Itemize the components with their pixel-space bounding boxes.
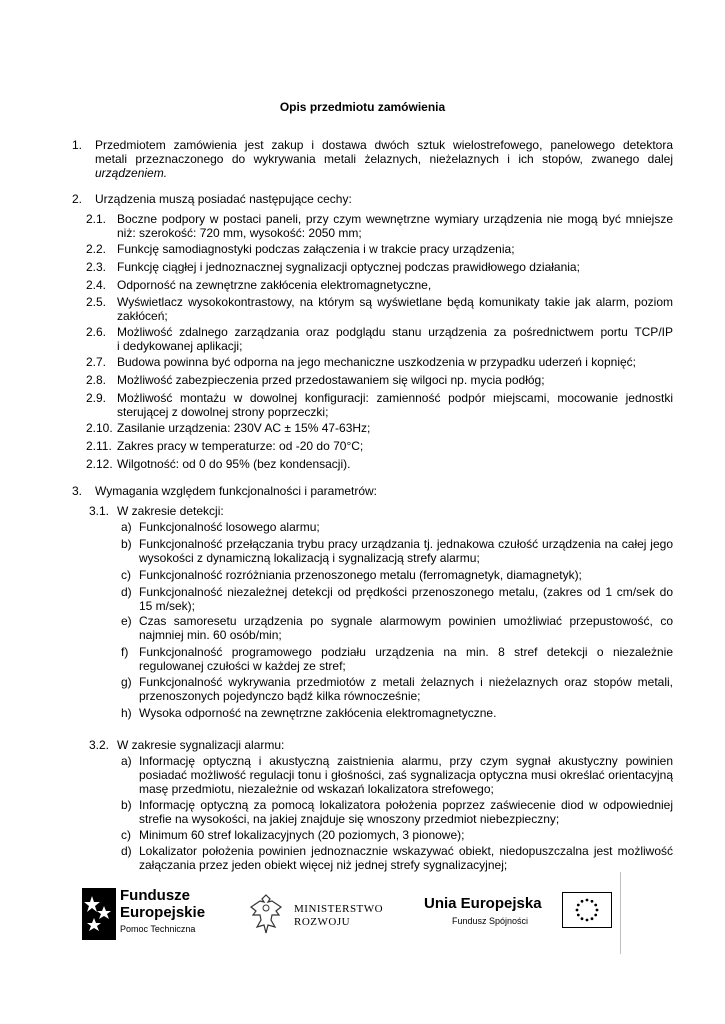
fe-stars-icon bbox=[82, 888, 116, 940]
item-number: 2.5. bbox=[86, 295, 107, 309]
list-item-line: Funkcjonalność programowego podziału urządzenia na min. 8 stref detekcji o niezależnie bbox=[139, 645, 673, 659]
item-number: 2.10. bbox=[86, 421, 113, 435]
item-letter: d) bbox=[121, 844, 132, 858]
item-number: 2.11. bbox=[86, 439, 112, 453]
list-item-line: Funkcjonalność wykrywania przedmiotów z metali żelaznych i nieżelaznych oraz stopów metali, bbox=[139, 675, 673, 689]
list-item-line: zakłóceń; bbox=[117, 309, 168, 323]
eu-flag-icon bbox=[562, 892, 612, 928]
fe-logo-line-1: Fundusze bbox=[120, 887, 190, 904]
list-item-line: Zasilanie urządzenia: 230V AC ± 15% 47-63Hz; bbox=[117, 421, 371, 435]
list-item-line: Budowa powinna być odporna na jego mechaniczne uszkodzenia w przypadku uderzeń i kopnięć; bbox=[117, 355, 636, 369]
item-letter: c) bbox=[121, 568, 131, 582]
section-1-line-3: urządzeniem. bbox=[95, 166, 168, 180]
list-item-line: posiadać możliwość regulacji tonu i głośności, zaś sygnalizacja optyczna musi określać orientacyjną bbox=[139, 768, 673, 782]
item-number: 2.1. bbox=[86, 212, 107, 226]
section-3-number: 3. bbox=[72, 484, 83, 498]
list-item-line: sterującej z dowolnej strony poprzeczki; bbox=[117, 405, 329, 419]
item-letter: b) bbox=[121, 798, 132, 812]
list-item-line: niż: szerokość: 720 mm, wysokość: 2050 mm; bbox=[117, 226, 362, 240]
list-item-line: Wilgotność: od 0 do 95% (bez kondensacji). bbox=[117, 457, 351, 471]
item-number: 2.7. bbox=[86, 355, 107, 369]
list-item-line: Funkcjonalność losowego alarmu; bbox=[139, 520, 320, 534]
section-3-intro: Wymagania względem funkcjonalności i parametrów: bbox=[95, 484, 378, 498]
item-letter: c) bbox=[121, 828, 131, 842]
fe-logo-line-2: Europejskie bbox=[120, 904, 206, 921]
fe-logo-line-3: Pomoc Techniczna bbox=[120, 924, 196, 934]
fe-logo bbox=[82, 884, 212, 944]
list-item-line: i dedykowanej aplikacji; bbox=[117, 339, 243, 353]
item-letter: h) bbox=[121, 706, 132, 720]
item-number: 2.3. bbox=[86, 260, 107, 274]
list-item-line: Czas samoresetu urządzenia po sygnale alarmowym powinien umożliwiać przepustowość, co bbox=[139, 614, 673, 628]
item-letter: b) bbox=[121, 537, 132, 551]
item-letter: e) bbox=[121, 614, 132, 628]
item-letter: f) bbox=[121, 645, 129, 659]
mr-logo-line-1: MINISTERSTWO bbox=[294, 903, 384, 915]
section-2-number: 2. bbox=[72, 192, 83, 206]
list-item-line: Funkcję samodiagnostyki podczas załączenia i w trakcie pracy urządzenia; bbox=[117, 242, 515, 256]
section-3-2-number: 3.2. bbox=[89, 738, 110, 752]
list-item-line: Możliwość zdalnego zarządzania oraz podglądu stanu urządzenia za pośrednictwem portu TCP/IP bbox=[117, 325, 673, 339]
item-number: 2.6. bbox=[86, 325, 107, 339]
list-item-line: Wyświetlacz wysokokontrastowy, na którym są wyświetlane będą komunikaty takie jak alarm, poziom bbox=[117, 295, 673, 309]
section-3-2-title: W zakresie sygnalizacji alarmu: bbox=[117, 738, 285, 752]
list-item-line: Informację optyczną i akustyczną zaistnienia alarmu, przy czym sygnał akustyczny powinien bbox=[139, 754, 673, 768]
list-item-line: regulowanej czułości w każdej ze stref; bbox=[139, 659, 346, 673]
eu-logo-line-2: Fundusz Spójności bbox=[452, 916, 529, 926]
item-number: 2.4. bbox=[86, 278, 107, 292]
section-2-intro: Urządzenia muszą posiadać następujące cechy: bbox=[95, 192, 352, 206]
list-item-line: Wysoka odporność na zewnętrzne zakłócenia elektromagnetyczne. bbox=[139, 706, 497, 720]
eu-logo bbox=[424, 892, 614, 936]
page-title: Opis przedmiotu zamówienia bbox=[279, 100, 446, 114]
section-1-line-1: Przedmiotem zamówienia jest zakup i dostawa dwóch sztuk wielostrefowego, panelowego detektora bbox=[95, 138, 673, 152]
footer-divider bbox=[620, 872, 621, 954]
section-1-line-2: metali przeznaczonego do wykrywania metali żelaznych, nieżelaznych i ich stopów, zwanego dalej bbox=[95, 152, 673, 166]
list-item-line: 15 m/sek); bbox=[139, 599, 196, 613]
list-item-line: Funkcjonalność rozróżniania przenoszonego metalu (ferromagnetyk, diamagnetyk); bbox=[139, 568, 582, 582]
list-item-line: Funkcję ciągłej i jednoznacznej sygnalizacji optycznej podczas prawidłowego działania; bbox=[117, 260, 580, 274]
item-letter: g) bbox=[121, 675, 132, 689]
eu-logo-line-1: Unia Europejska bbox=[424, 895, 542, 912]
list-item-line: przenoszonych pojedynczo bądź kilka równocześnie; bbox=[139, 689, 421, 703]
item-letter: d) bbox=[121, 585, 132, 599]
item-number: 2.9. bbox=[86, 391, 107, 405]
list-item-line: strefie na wysokości, na jakiej znajduje się wnoszony przedmiot niebezpieczny; bbox=[139, 812, 560, 826]
list-item-line: załączania przez jeden obiekt więcej niż jednej strefy sygnalizacyjnej; bbox=[139, 858, 508, 872]
section-1-number: 1. bbox=[72, 138, 83, 152]
mr-logo-line-2: ROZWOJU bbox=[294, 916, 351, 928]
list-item-line: Funkcjonalność niezależnej detekcji od prędkości przenoszonego metalu, (zakres od 1 cm/sek do bbox=[139, 585, 673, 599]
section-3-1-title: W zakresie detekcji: bbox=[117, 504, 224, 518]
list-item-line: Możliwość montażu w dowolnej konfiguracji: zamienność podpór miejscami, mocowanie jednostki bbox=[117, 391, 673, 405]
list-item-line: Informację optyczną za pomocą lokalizatora położenia poprzez zaświecenie diod w odpowiedniej bbox=[139, 798, 673, 812]
list-item-line: Minimum 60 stref lokalizacyjnych (20 poziomych, 3 pionowe); bbox=[139, 828, 465, 842]
item-number: 2.8. bbox=[86, 373, 107, 387]
list-item-line: Zakres pracy w temperaturze: od -20 do 70°C; bbox=[117, 439, 364, 453]
item-number: 2.2. bbox=[86, 242, 107, 256]
list-item-line: najmniej min. 60 osób/min; bbox=[139, 628, 282, 642]
list-item-line: Odporność na zewnętrzne zakłócenia elektromagnetyczne, bbox=[117, 278, 432, 292]
list-item-line: Boczne podpory w postaci paneli, przy czym wewnętrzne wymiary urządzenia nie mogą być mniejsze bbox=[117, 212, 673, 226]
list-item-line: masę przedmiotu, niezależnie od wskazań lokalizatora strefowego; bbox=[139, 782, 494, 796]
eagle-emblem-icon bbox=[248, 893, 284, 935]
item-number: 2.12. bbox=[86, 457, 113, 471]
item-letter: a) bbox=[121, 754, 132, 768]
list-item-line: Funkcjonalność przełączania trybu pracy urządzania tj. jednakowa czułość urządzenia na całej jego bbox=[139, 537, 673, 551]
section-3-1-number: 3.1. bbox=[89, 504, 110, 518]
list-item-line: wysokości z dynamiczną lokalizacją i sygnalizacją strefy alarmu; bbox=[139, 551, 480, 565]
list-item-line: Lokalizator położenia powinien jednoznacznie wskazywać obiekt, niedopuszczalna jest możliwość bbox=[139, 844, 673, 858]
list-item-line: Możliwość zabezpieczenia przed przedostawaniem się wilgoci np. mycia podłóg; bbox=[117, 373, 545, 387]
item-letter: a) bbox=[121, 520, 132, 534]
mr-logo bbox=[248, 893, 398, 937]
